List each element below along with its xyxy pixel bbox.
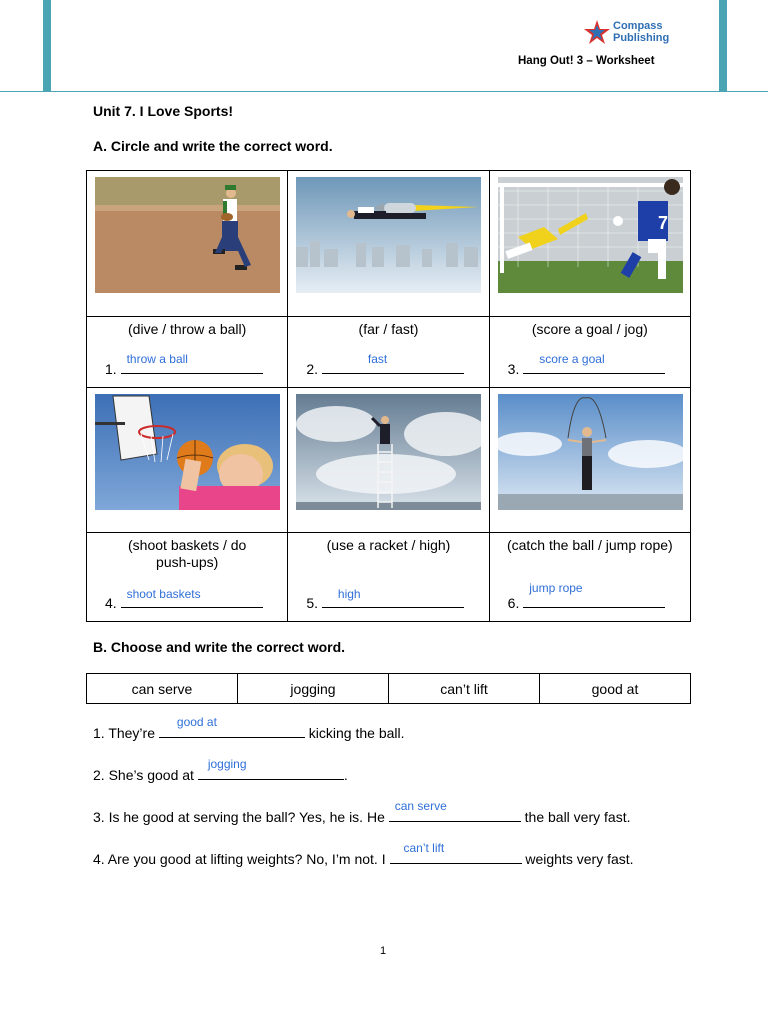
item-6-number: 6.	[507, 595, 520, 611]
item-6-options: (catch the ball / jump rope)	[506, 537, 673, 553]
item-1-options: (dive / throw a ball)	[128, 321, 247, 337]
picture-cell-5	[288, 388, 489, 533]
item-3-answer-line	[507, 352, 672, 377]
picture-cell-1	[87, 171, 288, 317]
left-header-bar	[43, 0, 51, 92]
item-5-answer: high	[337, 587, 361, 601]
sentence-4-answer: can’t lift	[403, 841, 445, 855]
picture-cell-4	[87, 388, 288, 533]
sentence-4-before: 4. Are you good at lifting weights? No, I’m not. I	[93, 851, 390, 867]
picture-cell-3	[489, 171, 690, 317]
girl-basketball-picture	[95, 394, 280, 510]
man-on-ladder-picture	[296, 394, 481, 510]
sentence-2-answer: jogging	[207, 757, 247, 771]
exercise-item-3	[489, 317, 690, 388]
compass-publishing-logo	[583, 19, 669, 45]
sentence-1-before: 1. They’re	[93, 725, 159, 741]
section-b-heading: B. Choose and write the correct word.	[93, 639, 346, 655]
sentence-3-after: the ball very fast.	[520, 809, 631, 825]
item-1-answer-line	[105, 352, 269, 377]
picture-cell-2	[288, 171, 489, 317]
sentence-4	[93, 841, 634, 867]
item-2-answer-line	[306, 352, 470, 377]
item-2-options: (far / fast)	[358, 321, 419, 337]
compass-star-icon	[583, 19, 611, 45]
sentence-4-after: weights very fast.	[521, 851, 634, 867]
item-3-answer: score a goal	[539, 352, 605, 366]
businessman-rocket-picture	[296, 177, 481, 293]
item-6-blank[interactable]	[523, 581, 665, 608]
sentence-1-answer: good at	[176, 715, 217, 729]
picture-cell-6	[489, 388, 690, 533]
item-2-answer: fast	[367, 352, 388, 366]
item-5-blank[interactable]	[322, 587, 464, 608]
document-title: Hang Out! 3 – Worksheet	[518, 55, 655, 67]
soccer-goal-picture	[498, 177, 683, 293]
sentence-2-before: 2. She’s good at	[93, 767, 198, 783]
right-header-bar	[719, 0, 727, 92]
word-bank	[86, 673, 691, 704]
item-5-number: 5.	[306, 595, 319, 611]
sentence-3-answer: can serve	[394, 799, 447, 813]
word-bank-item: good at	[540, 674, 691, 704]
item-3-number: 3.	[507, 361, 520, 377]
unit-title: Unit 7. I Love Sports!	[93, 103, 234, 119]
item-5-answer-line	[306, 587, 470, 611]
exercise-item-4	[87, 533, 288, 622]
item-2-blank[interactable]	[322, 352, 464, 374]
item-5-options: (use a racket / high)	[326, 537, 451, 553]
item-3-options: (score a goal / jog)	[531, 321, 648, 337]
header-divider	[0, 91, 768, 92]
item-6-answer: jump rope	[529, 581, 583, 595]
exercise-item-1	[87, 317, 288, 388]
boy-throwing-ball-picture	[95, 177, 280, 293]
word-bank-item: can’t lift	[389, 674, 540, 704]
exercise-item-5	[288, 533, 489, 622]
sentence-3-blank[interactable]	[389, 799, 521, 822]
item-6-answer-line	[507, 581, 672, 611]
svg-text:7: 7	[657, 213, 668, 233]
sentence-4-blank[interactable]	[390, 841, 522, 864]
exercise-item-2	[288, 317, 489, 388]
girl-jump-rope-picture	[498, 394, 683, 510]
word-bank-item: can serve	[87, 674, 238, 704]
item-4-answer-line	[105, 587, 269, 611]
item-3-blank[interactable]	[523, 352, 665, 374]
item-4-number: 4.	[105, 595, 117, 611]
sentence-1	[93, 715, 405, 741]
logo-line-2: Publishing	[613, 32, 670, 44]
item-1-answer: throw a ball	[126, 352, 188, 366]
item-4-answer: shoot baskets	[126, 587, 201, 601]
section-a-heading: A. Circle and write the correct word.	[93, 138, 333, 154]
item-1-number: 1.	[105, 361, 117, 377]
sentence-3-before: 3. Is he good at serving the ball? Yes, he is. He	[93, 809, 389, 825]
item-1-blank[interactable]	[121, 352, 263, 374]
word-bank-item: jogging	[238, 674, 389, 704]
sentence-3	[93, 799, 631, 825]
sentence-2-blank[interactable]	[198, 757, 344, 780]
page-number: 1	[380, 945, 387, 957]
item-2-number: 2.	[306, 361, 319, 377]
sentence-1-after: kicking the ball.	[304, 725, 405, 741]
sentence-2-after: .	[343, 767, 348, 783]
sentence-2	[93, 757, 348, 783]
item-4-options: (shoot baskets / do push-ups)	[128, 537, 247, 570]
exercise-item-6	[489, 533, 690, 622]
exercise-a-grid	[86, 170, 691, 622]
sentence-1-blank[interactable]	[159, 715, 305, 738]
logo-line-1: Compass	[613, 20, 663, 32]
item-4-blank[interactable]	[121, 587, 263, 608]
